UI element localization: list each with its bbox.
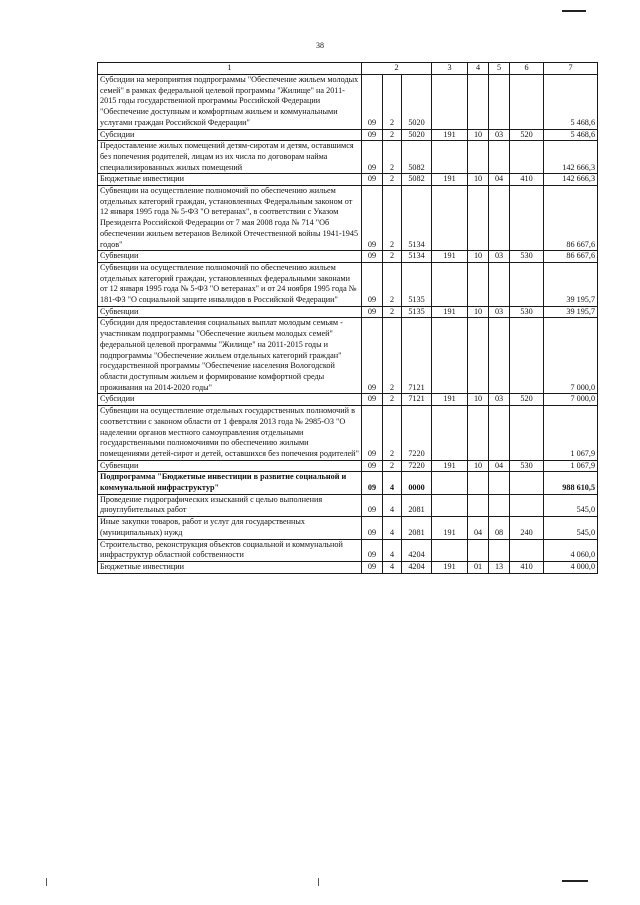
table-row — [98, 318, 598, 394]
row-col-5-cell — [489, 406, 510, 461]
page-number: 38 — [316, 41, 324, 50]
table-header — [98, 63, 598, 75]
row-col-3-cell: 191 — [432, 517, 468, 539]
row-amount-cell: 39 195,7 — [544, 306, 598, 318]
row-col-4-cell — [468, 494, 489, 516]
row-amount-cell: 1 067,9 — [544, 460, 598, 472]
row-amount-cell: 988 610,5 — [544, 472, 598, 494]
row-target-article-cell: 7220 — [402, 406, 432, 461]
budget-table — [97, 62, 598, 574]
row-section-cell: 09 — [362, 406, 383, 461]
row-subsection-cell: 2 — [383, 406, 402, 461]
row-target-article-cell: 0000 — [402, 472, 432, 494]
row-name-cell: Бюджетные инвестиции — [98, 174, 362, 186]
row-section-cell: 09 — [362, 394, 383, 406]
row-col-4-cell — [468, 186, 489, 251]
row-col-5-cell — [489, 318, 510, 394]
row-col-5-cell: 04 — [489, 174, 510, 186]
row-section-cell: 09 — [362, 306, 383, 318]
table-row — [98, 186, 598, 251]
row-target-article-cell: 5082 — [402, 174, 432, 186]
row-section-cell: 09 — [362, 318, 383, 394]
row-col-4-cell: 10 — [468, 174, 489, 186]
row-col-3-cell: 191 — [432, 306, 468, 318]
row-amount-cell: 4 060,0 — [544, 539, 598, 561]
row-amount-cell: 5 468,6 — [544, 129, 598, 141]
row-section-cell: 09 — [362, 174, 383, 186]
row-col-5-cell: 03 — [489, 394, 510, 406]
row-col-4-cell — [468, 406, 489, 461]
row-subsection-cell: 2 — [383, 262, 402, 306]
row-col-5-cell — [489, 262, 510, 306]
row-col-4-cell: 10 — [468, 251, 489, 263]
row-col-5-cell: 13 — [489, 561, 510, 573]
row-col-3-cell — [432, 406, 468, 461]
row-name-cell: Субвенции — [98, 251, 362, 263]
row-col-3-cell: 191 — [432, 174, 468, 186]
header-col-4: 4 — [468, 63, 489, 75]
row-target-article-cell: 4204 — [402, 539, 432, 561]
row-col-5-cell — [489, 539, 510, 561]
row-col-6-cell — [510, 75, 544, 130]
row-amount-cell: 4 000,0 — [544, 561, 598, 573]
row-col-6-cell: 520 — [510, 394, 544, 406]
row-col-5-cell: 03 — [489, 306, 510, 318]
table-row — [98, 561, 598, 573]
row-subsection-cell: 2 — [383, 141, 402, 174]
row-section-cell: 09 — [362, 460, 383, 472]
row-subsection-cell: 2 — [383, 460, 402, 472]
row-col-3-cell — [432, 186, 468, 251]
row-name-cell: Субвенции — [98, 460, 362, 472]
row-col-6-cell: 530 — [510, 460, 544, 472]
row-col-3-cell: 191 — [432, 460, 468, 472]
table-body — [98, 75, 598, 574]
row-target-article-cell: 5134 — [402, 251, 432, 263]
row-amount-cell: 142 666,3 — [544, 141, 598, 174]
row-amount-cell: 7 000,0 — [544, 318, 598, 394]
row-col-6-cell: 240 — [510, 517, 544, 539]
row-col-4-cell — [468, 75, 489, 130]
row-name-cell: Субвенции на осуществление полномочий по обеспечению жильем отдельных категорий граждан, установленных федеральными законами от 12 января 1995 года № 5-ФЗ "О ветеранах" и от 24 ноября 1995 года № 181-ФЗ "О социальной защите инвалидов в Российской Федерации" — [98, 262, 362, 306]
row-section-cell: 09 — [362, 262, 383, 306]
table-row — [98, 141, 598, 174]
row-subsection-cell: 4 — [383, 517, 402, 539]
row-subsection-cell: 4 — [383, 539, 402, 561]
row-col-4-cell — [468, 141, 489, 174]
row-subsection-cell: 2 — [383, 75, 402, 130]
row-col-6-cell — [510, 141, 544, 174]
table-row — [98, 394, 598, 406]
table-row — [98, 75, 598, 130]
row-col-3-cell — [432, 75, 468, 130]
scan-mark-top — [562, 10, 586, 12]
row-col-4-cell — [468, 539, 489, 561]
row-target-article-cell: 7121 — [402, 318, 432, 394]
row-col-6-cell: 520 — [510, 129, 544, 141]
table-row — [98, 517, 598, 539]
row-col-3-cell — [432, 472, 468, 494]
row-col-5-cell: 08 — [489, 517, 510, 539]
row-col-6-cell — [510, 318, 544, 394]
header-col-3: 3 — [432, 63, 468, 75]
row-col-3-cell: 191 — [432, 129, 468, 141]
row-section-cell: 09 — [362, 517, 383, 539]
scan-mark-bottom-center — [318, 878, 319, 886]
table-row — [98, 262, 598, 306]
row-col-6-cell: 530 — [510, 251, 544, 263]
row-col-4-cell — [468, 262, 489, 306]
row-col-5-cell — [489, 141, 510, 174]
table-row — [98, 306, 598, 318]
table-row — [98, 494, 598, 516]
row-amount-cell: 545,0 — [544, 517, 598, 539]
row-col-6-cell — [510, 186, 544, 251]
row-target-article-cell: 7220 — [402, 460, 432, 472]
row-subsection-cell: 2 — [383, 306, 402, 318]
row-col-5-cell: 04 — [489, 460, 510, 472]
row-col-6-cell — [510, 539, 544, 561]
row-col-3-cell: 191 — [432, 394, 468, 406]
row-amount-cell: 39 195,7 — [544, 262, 598, 306]
row-name-cell: Подпрограмма "Бюджетные инвестиции в развитие социальной и коммунальной инфраструктур" — [98, 472, 362, 494]
row-subsection-cell: 2 — [383, 251, 402, 263]
row-section-cell: 09 — [362, 129, 383, 141]
row-col-3-cell: 191 — [432, 251, 468, 263]
row-subsection-cell: 2 — [383, 174, 402, 186]
row-amount-cell: 86 667,6 — [544, 251, 598, 263]
row-col-6-cell: 530 — [510, 306, 544, 318]
row-name-cell: Субсидии — [98, 394, 362, 406]
row-col-5-cell — [489, 494, 510, 516]
row-amount-cell: 1 067,9 — [544, 406, 598, 461]
row-name-cell: Субсидии на мероприятия подпрограммы "Обеспечение жильем молодых семей" в рамках федеральной целевой программы "Жилище" на 2011-2015 годы государственной программы Российской Федерации "Обеспечение доступным и комфортным жильем и коммунальными услугами граждан Российской Федерации" — [98, 75, 362, 130]
row-col-3-cell — [432, 262, 468, 306]
header-col-6: 6 — [510, 63, 544, 75]
row-section-cell: 09 — [362, 494, 383, 516]
row-name-cell: Субвенции на осуществление отдельных государственных полномочий в соответствии с законом области от 1 февраля 2013 года № 2985-ОЗ "О наделении органов местного самоуправления отдельными государственными полномочиями по обеспечению жилыми помещениями детей-сирот и детей, оставшихся без попечения родителей" — [98, 406, 362, 461]
row-amount-cell: 142 666,3 — [544, 174, 598, 186]
row-target-article-cell: 2081 — [402, 517, 432, 539]
row-amount-cell: 5 468,6 — [544, 75, 598, 130]
header-col-5: 5 — [489, 63, 510, 75]
row-amount-cell: 7 000,0 — [544, 394, 598, 406]
row-section-cell: 09 — [362, 75, 383, 130]
row-col-5-cell — [489, 186, 510, 251]
row-col-6-cell: 410 — [510, 561, 544, 573]
row-target-article-cell: 5020 — [402, 75, 432, 130]
row-col-6-cell — [510, 406, 544, 461]
row-section-cell: 09 — [362, 472, 383, 494]
row-target-article-cell: 7121 — [402, 394, 432, 406]
row-col-3-cell: 191 — [432, 561, 468, 573]
row-col-4-cell: 10 — [468, 460, 489, 472]
row-col-3-cell — [432, 318, 468, 394]
row-section-cell: 09 — [362, 141, 383, 174]
row-section-cell: 09 — [362, 561, 383, 573]
row-subsection-cell: 4 — [383, 494, 402, 516]
row-col-3-cell — [432, 141, 468, 174]
table-row — [98, 406, 598, 461]
row-col-4-cell — [468, 318, 489, 394]
row-col-6-cell — [510, 494, 544, 516]
row-name-cell: Проведение гидрографических изысканий с целью выполнения дноуглубительных работ — [98, 494, 362, 516]
row-col-4-cell — [468, 472, 489, 494]
row-name-cell: Субсидии — [98, 129, 362, 141]
row-subsection-cell: 4 — [383, 561, 402, 573]
row-col-5-cell: 03 — [489, 129, 510, 141]
row-section-cell: 09 — [362, 539, 383, 561]
row-name-cell: Субсидии для предоставления социальных выплат молодым семьям - участникам подпрограммы "Обеспечение жильем молодых семей" федеральной целевой программы "Жилище" на 2011-2015 годы и подпрограммы "Обеспечение жильем отдельных категорий граждан" государственной программы "Обеспечение населения Вологодской области доступным жильем и формирование комфортной среды проживания на 2014-2020 годы" — [98, 318, 362, 394]
row-name-cell: Предоставление жилых помещений детям-сиротам и детям, оставшимся без попечения родителей, лицам из их числа по договорам найма специализированных жилых помещений — [98, 141, 362, 174]
row-col-6-cell — [510, 262, 544, 306]
header-col-1: 1 — [98, 63, 362, 75]
row-col-5-cell — [489, 75, 510, 130]
row-target-article-cell: 2081 — [402, 494, 432, 516]
table-row — [98, 472, 598, 494]
row-target-article-cell: 5020 — [402, 129, 432, 141]
scan-mark-bottom-left — [46, 878, 47, 886]
row-target-article-cell: 4204 — [402, 561, 432, 573]
row-col-5-cell: 03 — [489, 251, 510, 263]
row-target-article-cell: 5134 — [402, 186, 432, 251]
table-row — [98, 129, 598, 141]
row-section-cell: 09 — [362, 251, 383, 263]
row-name-cell: Иные закупки товаров, работ и услуг для государственных (муниципальных) нужд — [98, 517, 362, 539]
row-col-3-cell — [432, 539, 468, 561]
row-col-4-cell: 04 — [468, 517, 489, 539]
header-col-7: 7 — [544, 63, 598, 75]
row-subsection-cell: 2 — [383, 318, 402, 394]
scan-mark-bottom-right — [562, 880, 588, 882]
row-subsection-cell: 2 — [383, 394, 402, 406]
row-subsection-cell: 2 — [383, 129, 402, 141]
row-col-6-cell — [510, 472, 544, 494]
row-col-5-cell — [489, 472, 510, 494]
row-col-4-cell: 01 — [468, 561, 489, 573]
row-name-cell: Бюджетные инвестиции — [98, 561, 362, 573]
row-col-6-cell: 410 — [510, 174, 544, 186]
table-row — [98, 460, 598, 472]
row-amount-cell: 545,0 — [544, 494, 598, 516]
row-target-article-cell: 5135 — [402, 262, 432, 306]
row-section-cell: 09 — [362, 186, 383, 251]
row-amount-cell: 86 667,6 — [544, 186, 598, 251]
row-target-article-cell: 5082 — [402, 141, 432, 174]
row-name-cell: Субвенции — [98, 306, 362, 318]
row-target-article-cell: 5135 — [402, 306, 432, 318]
row-subsection-cell: 2 — [383, 186, 402, 251]
row-col-4-cell: 10 — [468, 306, 489, 318]
row-name-cell: Субвенции на осуществление полномочий по обеспечению жильем отдельных категорий граждан, установленных Федеральным законом от 12 января 1995 года № 5-ФЗ "О ветеранах", в соответствии с Указом Президента Российской Федерации от 7 мая 2008 года № 714 "Об обеспечении жильем ветеранов Великой Отечественной войны 1941-1945 годов" — [98, 186, 362, 251]
row-col-4-cell: 10 — [468, 394, 489, 406]
row-col-3-cell — [432, 494, 468, 516]
table-row — [98, 174, 598, 186]
header-col-2: 2 — [362, 63, 432, 75]
table-row — [98, 251, 598, 263]
row-name-cell: Строительство, реконструкция объектов социальной и коммунальной инфраструктур областной собственности — [98, 539, 362, 561]
row-col-4-cell: 10 — [468, 129, 489, 141]
table-row — [98, 539, 598, 561]
row-subsection-cell: 4 — [383, 472, 402, 494]
